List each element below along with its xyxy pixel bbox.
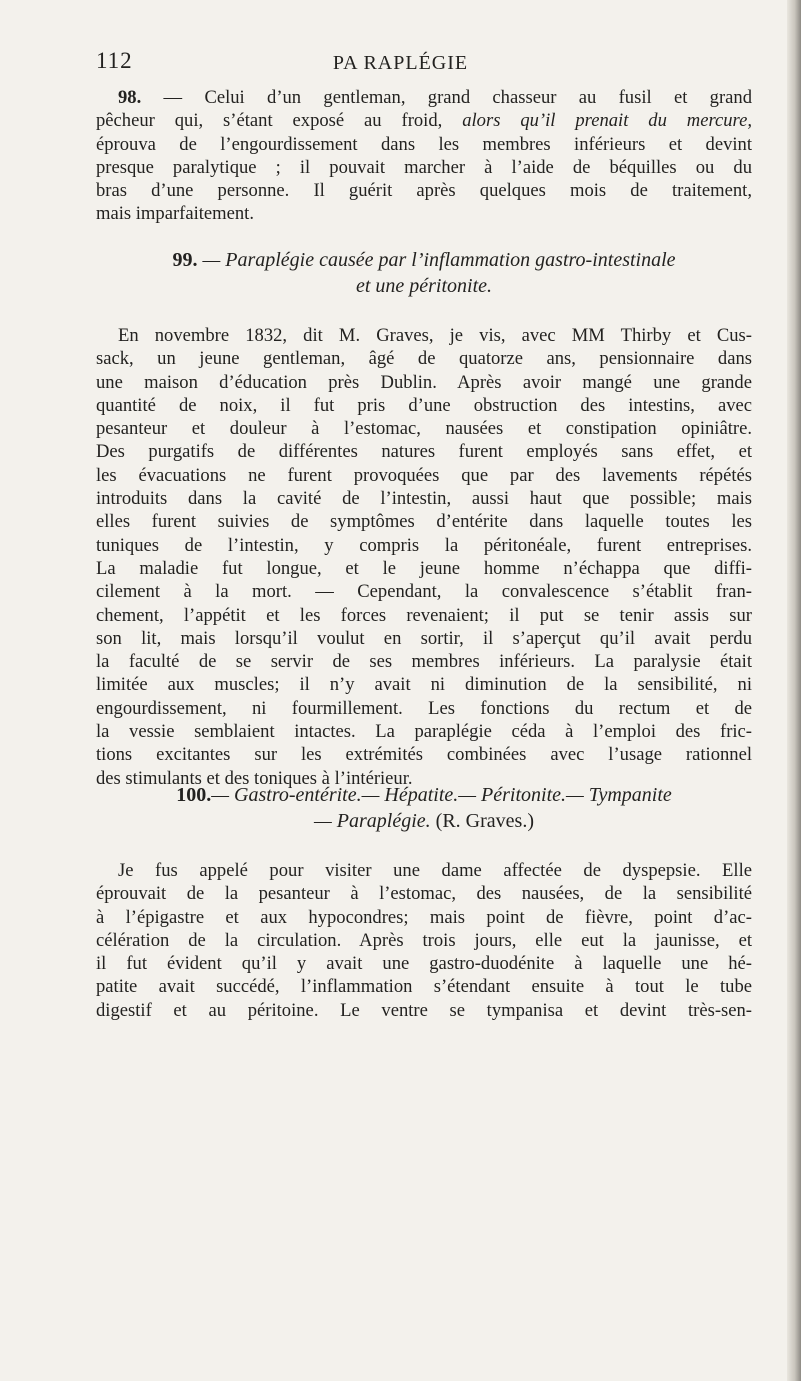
section-title-cont: — Paraplégie. bbox=[314, 810, 431, 832]
text-line: la faculté de se servir de ses membres inférieurs. La paralysie était bbox=[96, 651, 752, 673]
text-line: la vessie semblaient intactes. La paraplégie céda à l’emploi des fric- bbox=[96, 721, 752, 743]
text-line: à l’épigastre et aux hypocondres; mais point de fièvre, point d’ac- bbox=[96, 906, 752, 928]
section-title: — Paraplégie causée par l’inflammation gastro-intestinale bbox=[197, 249, 676, 271]
text-line: célération de la circulation. Après trois jours, elle eut la jaunisse, et bbox=[96, 929, 752, 951]
text-line: Je fus appelé pour visiter une dame affectée de dyspepsie. Elle bbox=[118, 860, 752, 881]
section-title-cont: et une péritonite. bbox=[355, 275, 493, 297]
text-line: tions excitantes sur les extrémités combinées avec l’usage rationnel bbox=[96, 744, 752, 766]
text-line: les évacuations ne furent provoquées que par des lavements répétés bbox=[96, 464, 752, 486]
text-line: mais imparfaitement. bbox=[96, 203, 254, 225]
text-line: digestif et au péritoine. Le ventre se tympanisa et devint très-sen- bbox=[96, 999, 752, 1021]
text-line: Des purgatifs de différentes natures furent employés sans effet, et bbox=[96, 441, 752, 463]
page-number: 112 bbox=[96, 48, 133, 73]
text-line: cilement à la mort. — Cependant, la convalescence s’établit fran- bbox=[96, 581, 752, 603]
section-attribution: (R. Graves.) bbox=[430, 810, 534, 832]
running-title: PA RAPLÉGIE bbox=[332, 52, 469, 74]
text-line: pesanteur et douleur à l’estomac, nausées et constipation opiniâtre. bbox=[96, 418, 752, 440]
text-line: pêcheur qui, s’étant exposé au froid, alors qu’il prenait du mercure, bbox=[96, 110, 752, 132]
text-line: La maladie fut longue, et le jeune homme n’échappa que diffi- bbox=[96, 557, 752, 579]
section-heading-100 bbox=[96, 782, 752, 834]
section-title: — Gastro-entérite.— Hépatite.— Péritonite.— Tympanite bbox=[211, 784, 672, 806]
paragraph-99 bbox=[96, 324, 752, 790]
text-line: introduits dans la cavité de l’intestin, aussi haut que possible; mais bbox=[96, 488, 752, 510]
page-edge-shadow bbox=[787, 0, 801, 1381]
text-line: presque paralytique ; il pouvait marcher à l’aide de béquilles ou du bbox=[96, 156, 752, 178]
text-line: quantité de noix, il fut pris d’une obstruction des intestins, avec bbox=[96, 394, 752, 416]
text-line: son lit, mais lorsqu’il voulut en sortir, il s’aperçut qu’il avait perdu bbox=[96, 627, 752, 649]
text-line: des stimulants et des toniques à l’intérieur. bbox=[96, 767, 413, 789]
section-number: 99. bbox=[172, 249, 198, 271]
text-line: engourdissement, ni fourmillement. Les fonctions du rectum et de bbox=[96, 697, 752, 719]
text-line: sack, un jeune gentleman, âgé de quatorze ans, pensionnaire dans bbox=[96, 348, 752, 370]
text-line: tuniques de l’intestin, y compris la péritonéale, furent entreprises. bbox=[96, 534, 752, 556]
text-line: En novembre 1832, dit M. Graves, je vis, avec MM Thirby et Cus- bbox=[118, 325, 752, 346]
text-line: éprouva de l’engourdissement dans les membres inférieurs et devint bbox=[96, 133, 752, 155]
section-number: 100. bbox=[176, 784, 212, 806]
text-line: une maison d’éducation près Dublin. Après avoir mangé une grande bbox=[96, 371, 752, 393]
paragraph-number: 98. bbox=[118, 87, 142, 108]
text-line: limitée aux muscles; il n’y avait ni diminution de la sensibilité, ni bbox=[96, 674, 752, 696]
text-line: il fut évident qu’il y avait une gastro-duodénite à laquelle une hé- bbox=[96, 953, 752, 975]
paragraph-100 bbox=[96, 859, 752, 1022]
section-heading-99 bbox=[96, 247, 752, 299]
text-line: bras d’une personne. Il guérit après quelques mois de traitement, bbox=[96, 180, 752, 202]
text-line: chement, l’appétit et les forces revenaient; il put se tenir assis sur bbox=[96, 604, 752, 626]
text-line: patite avait succédé, l’inflammation s’étendant ensuite à tout le tube bbox=[96, 976, 752, 998]
text-line: éprouvait de la pesanteur à l’estomac, des nausées, de la sensibilité bbox=[96, 883, 752, 905]
text-line: elles furent suivies de symptômes d’entérite dans laquelle toutes les bbox=[96, 511, 752, 533]
text-line: 98. — Celui d’un gentleman, grand chasseur au fusil et grand bbox=[118, 87, 752, 108]
paragraph-98 bbox=[96, 86, 752, 226]
